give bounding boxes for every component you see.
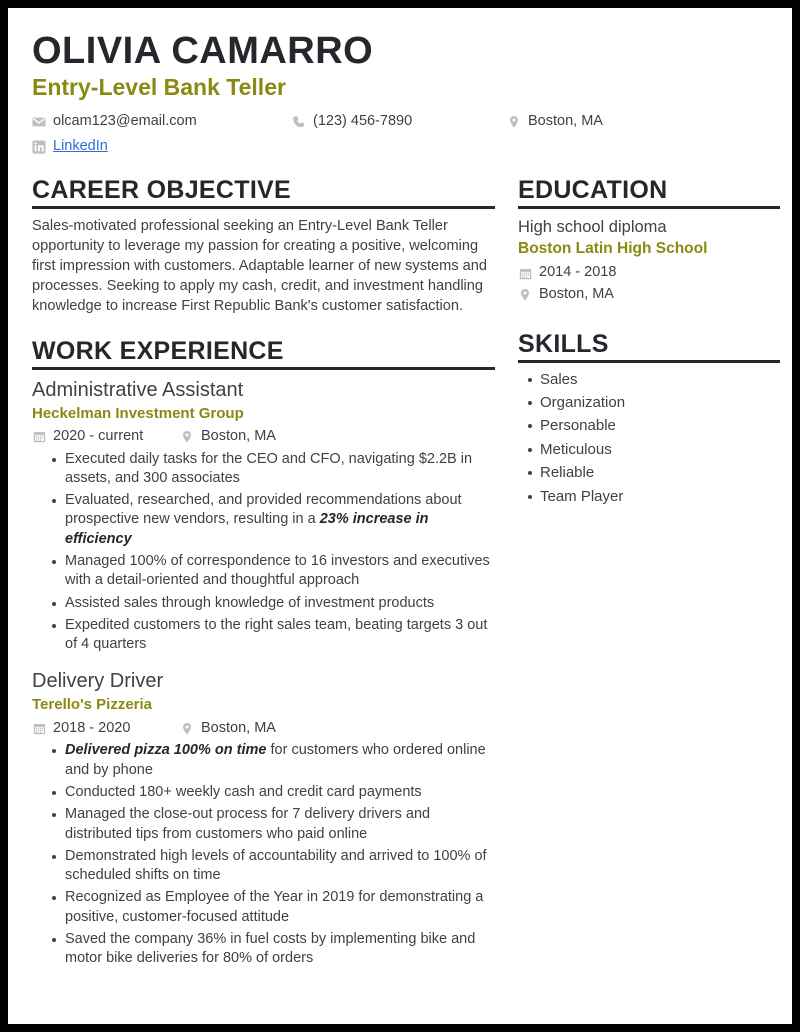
resume-header [32,32,768,158]
career-objective-title: CAREER OBJECTIVE [32,175,292,204]
job-location-text: Boston, MA [201,719,276,736]
job-dates [32,718,180,740]
contact-linkedin[interactable] [32,136,292,158]
career-objective-text: Sales-motivated professional seeking an Entry-Level Bank Teller opportunity to leverage my passion for creating a positive, welcoming first impression with customers. Adaptable learner of new systems and processes. Seeking to apply my cash, credit, and investment handling knowledge to increase First Republic Bank's customer satisfaction. [32,217,488,315]
contact-location-text: Boston, MA [528,113,603,130]
job-entry [32,668,495,968]
section-rule [32,206,495,209]
contact-location [507,111,747,133]
list-item: Personable [540,416,780,436]
list-item: Sales [540,370,780,390]
map-pin-icon [507,115,521,129]
job-dates-text: 2020 - current [53,427,144,444]
job-dates [32,426,180,448]
list-item: Expedited customers to the right sales team, beating targets 3 out of 4 quarters [65,616,495,655]
job-dates-text: 2018 - 2020 [53,719,131,736]
contact-row-secondary [32,136,768,158]
contact-phone-text: (123) 456-7890 [313,113,413,130]
job-location [180,426,276,448]
education-entry [518,216,780,306]
calendar-icon [32,722,46,736]
work-experience-title: WORK EXPERIENCE [32,336,284,365]
list-item: Recognized as Employee of the Year in 2019 for demonstrating a positive, customer-focused attitude [65,888,495,927]
section-skills [518,330,780,507]
list-item: Managed the close-out process for 7 delivery drivers and distributed tips from customers who paid online [65,805,495,844]
education-dates-text: 2014 - 2018 [539,264,617,281]
left-column [32,176,495,989]
job-entry [32,377,495,655]
list-item: Assisted sales through knowledge of investment products [65,594,495,613]
map-pin-icon [518,288,532,302]
education-location-text: Boston, MA [539,285,614,302]
list-item: Organization [540,393,780,413]
job-location-text: Boston, MA [201,427,276,444]
education-degree: High school diploma [518,217,667,236]
job-location [180,718,276,740]
section-education [518,176,780,306]
column-gap [495,176,518,989]
linkedin-icon [32,140,46,154]
list-item: Saved the company 36% in fuel costs by implementing bike and motor bike deliveries for 80% of orders [65,930,495,969]
map-pin-icon [180,430,194,444]
list-item: Executed daily tasks for the CEO and CFO, navigating $2.2B in assets, and 300 associates [65,450,495,489]
list-item: Evaluated, researched, and provided recommendations about prospective new vendors, resulting in a 23% increase in efficiency [65,491,495,549]
job-title: Delivery Driver [32,670,164,693]
job-bullet-list [32,741,495,968]
contact-row-primary [32,111,768,133]
education-dates [518,262,780,284]
section-rule [518,360,780,363]
skills-title: SKILLS [518,329,609,358]
section-rule [32,367,495,370]
education-location [518,284,780,306]
list-item: Delivered pizza 100% on time for customers who ordered online and by phone [65,741,495,780]
job-company: Heckelman Investment Group [32,404,244,422]
job-company: Terello's Pizzeria [32,696,153,714]
job-title: Administrative Assistant [32,378,244,401]
map-pin-icon [180,722,194,736]
job-bullet-list [32,450,495,655]
skills-list [518,370,780,507]
job-meta [32,426,495,448]
candidate-headline: Entry-Level Bank Teller [32,73,286,100]
list-item: Reliable [540,463,780,483]
calendar-icon [32,430,46,444]
calendar-icon [518,266,532,280]
contact-email-text: olcam123@email.com [53,113,197,130]
education-school: Boston Latin High School [518,240,708,258]
contact-email[interactable] [32,111,292,133]
section-career-objective [32,176,495,317]
resume-page [8,8,792,1024]
envelope-icon [32,115,46,129]
list-item: Conducted 180+ weekly cash and credit card payments [65,783,495,802]
list-item: Meticulous [540,440,780,460]
phone-icon [292,115,306,129]
resume-body [32,176,768,989]
contact-phone[interactable] [292,111,507,133]
job-meta [32,718,495,740]
education-title: EDUCATION [518,175,668,204]
list-item: Managed 100% of correspondence to 16 investors and executives with a detail-oriented and thoughtful approach [65,552,495,591]
candidate-name: OLIVIA CAMARRO [32,30,374,72]
list-item: Demonstrated high levels of accountability and arrived to 100% of scheduled shifts on time [65,847,495,886]
right-column [518,176,780,989]
list-item: Team Player [540,487,780,507]
section-rule [518,206,780,209]
section-work-experience [32,337,495,969]
contact-linkedin-link[interactable]: LinkedIn [53,138,108,155]
